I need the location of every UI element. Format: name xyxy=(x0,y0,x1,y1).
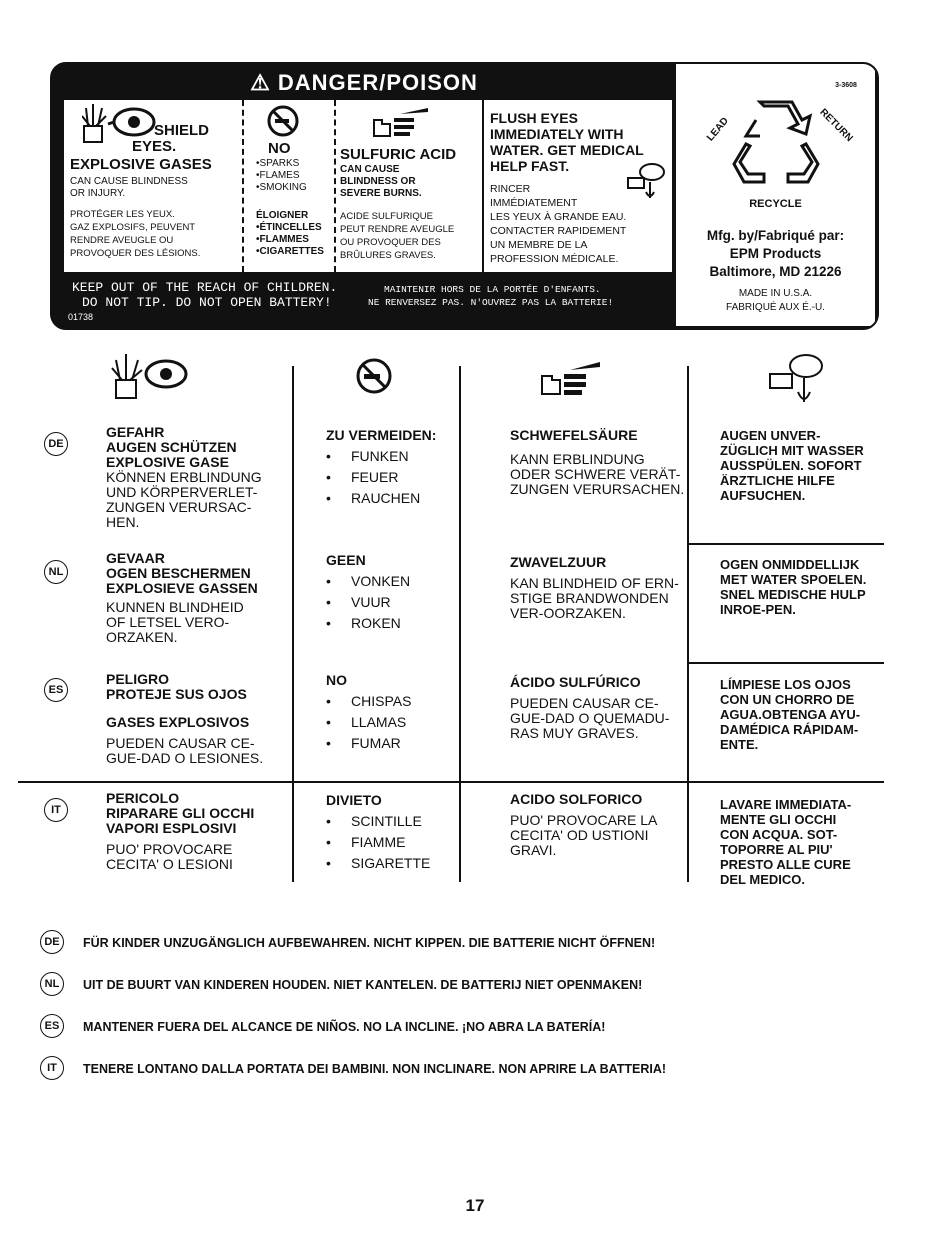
it-avoid-cell xyxy=(326,793,456,871)
lang-badge-it: IT xyxy=(44,798,68,822)
avoid-item: • FIAMME xyxy=(326,835,456,850)
cell-line: OF LETSEL VERO- xyxy=(106,614,230,630)
it-acid-cell xyxy=(510,792,686,858)
col1-line: CAN CAUSE BLINDNESS xyxy=(70,176,188,187)
footer-en-line: DO NOT TIP. DO NOT OPEN BATTERY! xyxy=(82,295,332,310)
label-code: 01738 xyxy=(68,312,94,322)
note-it: TENERE LONTANO DALLA PORTATA DEI BAMBINI. NON INCLINARE. NON APRIRE LA BATTERIA! xyxy=(83,1062,667,1076)
acid-hand-icon xyxy=(370,106,430,140)
cell-line: KANN ERBLINDUNG xyxy=(510,451,645,467)
col4-fr-line: IMMÉDIATEMENT xyxy=(490,197,578,209)
cell-line: AUFSUCHEN. xyxy=(720,488,806,503)
lead-text: LEAD xyxy=(705,115,731,144)
label-main-panel xyxy=(52,64,676,326)
avoid-item: • VONKEN xyxy=(326,574,456,589)
de-avoid-cell xyxy=(326,428,456,506)
cell-head: ACIDO SOLFORICO xyxy=(510,791,643,807)
cell-line: GEVAAR xyxy=(106,550,165,566)
cell-line: PUEDEN CAUSAR CE- xyxy=(510,695,659,711)
no-smoking-icon xyxy=(266,104,300,138)
fabrique-text: FABRIQUÉ AUX É.-U. xyxy=(726,302,825,313)
col4-fr-lines xyxy=(490,182,626,266)
cell-line: MET WATER SPOELEN. xyxy=(720,572,867,587)
row-divider xyxy=(688,543,884,545)
column-divider xyxy=(459,366,461,882)
page-number: 17 xyxy=(465,1196,485,1215)
label-title: ⚠ DANGER/POISON xyxy=(250,70,478,95)
warning-label xyxy=(50,62,879,330)
cell-head: ZU VERMEIDEN: xyxy=(326,427,437,443)
col4-fr-line: CONTACTER RAPIDEMENT xyxy=(490,225,627,237)
flush-eyes-text xyxy=(490,110,644,174)
avoid-item: • SCINTILLE xyxy=(326,814,456,829)
es-flush-cell xyxy=(720,677,886,752)
es-danger-cell xyxy=(106,672,286,766)
cell-line: GEFAHR xyxy=(106,424,165,440)
note-nl: UIT DE BUURT VAN KINDEREN HOUDEN. NIET KANTELEN. DE BATTERIJ NIET OPENMAKEN! xyxy=(83,978,643,992)
row-divider xyxy=(688,662,884,664)
flush-line: WATER. GET MEDICAL xyxy=(490,142,644,158)
cell-line: KUNNEN BLINDHEID xyxy=(106,599,244,615)
cell-line: GUE-DAD O QUEMADU- xyxy=(510,710,670,726)
cell-line: RAS MUY GRAVES. xyxy=(510,725,639,741)
cell-line: PUO' PROVOCARE xyxy=(106,841,233,857)
cell-line: GASES EXPLOSIVOS xyxy=(106,714,250,730)
lang-badge-de: DE xyxy=(44,432,68,456)
cell-line: ENTE. xyxy=(720,737,759,752)
recycle-text: RECYCLE xyxy=(749,198,802,210)
cell-line: OGEN ONMIDDELLIJK xyxy=(720,557,860,572)
acid-hand-icon xyxy=(538,360,602,400)
col3-fr-lines xyxy=(340,210,454,262)
cell-line: VER-OORZAKEN. xyxy=(510,605,626,621)
note-lang-badge: DE xyxy=(40,930,64,954)
no-text: NO xyxy=(268,140,291,157)
label-col-acid xyxy=(340,100,476,272)
cell-line: LAVARE IMMEDIATA- xyxy=(720,797,852,812)
col1-fr-line: PROVOQUER DES LÉSIONS. xyxy=(70,248,201,259)
cell-line: KAN BLINDHEID OF ERN- xyxy=(510,575,679,591)
avoid-item: • ROKEN xyxy=(326,616,456,631)
row-divider xyxy=(18,781,884,783)
col2-fr-item: •CIGARETTES xyxy=(256,246,324,257)
cell-line: INROE-PEN. xyxy=(720,602,796,617)
eyewash-icon xyxy=(624,162,668,202)
note-de: FÜR KINDER UNZUGÄNGLICH AUFBEWAHREN. NICHT KIPPEN. DIE BATTERIE NICHT ÖFFNEN! xyxy=(83,936,656,950)
company-text: EPM Products xyxy=(729,246,822,261)
col3-line: SEVERE BURNS. xyxy=(340,188,422,199)
col1-fr-line: GAZ EXPLOSIFS, PEUVENT xyxy=(70,222,196,233)
col3-fr-line: ACIDE SULFURIQUE xyxy=(340,211,433,222)
col2-items xyxy=(256,158,307,194)
eyewash-icon xyxy=(766,352,830,408)
col2-fr xyxy=(256,210,324,258)
no-smoking-icon xyxy=(354,356,394,396)
avoid-item: • RAUCHEN xyxy=(326,491,456,506)
avoid-item: • CHISPAS xyxy=(326,694,456,709)
cell-line: AUSSPÜLEN. SOFORT xyxy=(720,458,862,473)
sulfuric-acid-text: SULFURIC ACID xyxy=(340,146,457,163)
cell-line: VAPORI ESPLOSIVI xyxy=(106,820,237,836)
cell-head: GEEN xyxy=(326,552,366,568)
nl-flush-cell xyxy=(720,557,886,617)
cell-line: MENTE GLI OCCHI xyxy=(720,812,837,827)
goggles-explosion-icon xyxy=(110,352,190,402)
flush-line: HELP FAST. xyxy=(490,158,570,174)
cell-line: SNEL MEDISCHE HULP xyxy=(720,587,866,602)
cell-line: ZÜGLICH MIT WASSER xyxy=(720,443,864,458)
label-divider xyxy=(334,100,336,272)
cell-line: HEN. xyxy=(106,514,140,530)
cell-line: OGEN BESCHERMEN xyxy=(106,565,251,581)
col1-fr-line: RENDRE AVEUGLE OU xyxy=(70,235,174,246)
footer-fr-line: NE RENVERSEZ PAS. N'OUVREZ PAS LA BATTERIE! xyxy=(368,297,614,308)
col1-fr-lines xyxy=(70,208,200,260)
col1-fr-line: PROTÉGER LES YEUX. xyxy=(70,209,175,220)
col2-item: •FLAMES xyxy=(256,170,300,181)
avoid-item: • FUNKEN xyxy=(326,449,456,464)
cell-line: TOPORRE AL PIU' xyxy=(720,842,833,857)
col3-en-lines xyxy=(340,164,422,200)
cell-line: ODER SCHWERE VERÄT- xyxy=(510,466,681,482)
avoid-item: • VUUR xyxy=(326,595,456,610)
col2-fr-item: •FLAMMES xyxy=(256,234,309,245)
it-danger-cell xyxy=(106,791,286,872)
cell-line: DEL MEDICO. xyxy=(720,872,805,887)
col4-fr-line: LES YEUX À GRANDE EAU. xyxy=(490,211,627,223)
nl-acid-cell xyxy=(510,555,686,621)
flush-line: IMMEDIATELY WITH xyxy=(490,126,624,142)
cell-line: GRAVI. xyxy=(510,842,557,858)
de-flush-cell xyxy=(720,428,886,503)
cell-line: ORZAKEN. xyxy=(106,629,178,645)
label-col-no xyxy=(248,100,328,272)
de-acid-cell xyxy=(510,428,686,497)
nl-avoid-cell xyxy=(326,553,456,631)
cell-line: ZUNGEN VERURSAC- xyxy=(106,499,252,515)
eyes-text: EYES. xyxy=(132,138,177,155)
return-text: RETURN xyxy=(817,106,855,145)
mfg-text: Mfg. by/Fabriqué par: xyxy=(706,228,845,243)
col1-en-lines xyxy=(70,176,188,200)
cell-line: PELIGRO xyxy=(106,671,170,687)
lang-badge-es: ES xyxy=(44,678,68,702)
city-text: Baltimore, MD 21226 xyxy=(709,264,842,279)
cell-line: AGUA.OBTENGA AYU- xyxy=(720,707,861,722)
note-lang-badge: IT xyxy=(40,1056,64,1080)
it-flush-cell xyxy=(720,797,886,887)
col3-fr-line: OU PROVOQUER DES xyxy=(340,237,441,248)
cell-line: CON UN CHORRO DE xyxy=(720,692,855,707)
column-divider xyxy=(687,366,689,882)
part-number: 3-3608 xyxy=(835,82,857,89)
col3-line: CAN CAUSE xyxy=(340,164,400,175)
explosive-gases-text: EXPLOSIVE GASES xyxy=(70,156,212,173)
col2-fr-head: ÉLOIGNER xyxy=(256,210,309,221)
cell-line: DAMÉDICA RÁPIDAM- xyxy=(720,722,859,737)
avoid-item: • FUMAR xyxy=(326,736,456,751)
col4-fr-line: UN MEMBRE DE LA xyxy=(490,239,588,251)
made-in-text: MADE IN U.S.A. xyxy=(738,288,813,299)
cell-line: LÍMPIESE LOS OJOS xyxy=(720,677,851,692)
footer-fr-line: MAINTENIR HORS DE LA PORTÉE D'ENFANTS. xyxy=(384,284,601,295)
avoid-item: • SIGARETTE xyxy=(326,856,456,871)
cell-line: RIPARARE GLI OCCHI xyxy=(106,805,255,821)
lang-badge-nl: NL xyxy=(44,560,68,584)
col4-fr-line: PROFESSION MÉDICALE. xyxy=(490,253,619,265)
col2-fr-item: •ÉTINCELLES xyxy=(256,222,322,233)
cell-head: DIVIETO xyxy=(326,792,382,808)
avoid-item: • LLAMAS xyxy=(326,715,456,730)
col3-fr-line: BRÛLURES GRAVES. xyxy=(340,250,436,261)
cell-line: PUEDEN CAUSAR CE- xyxy=(106,735,255,751)
cell-line: UND KÖRPERVERLET- xyxy=(106,484,258,500)
cell-head: NO xyxy=(326,672,347,688)
label-footer-en xyxy=(72,280,337,310)
cell-line: PROTEJE SUS OJOS xyxy=(106,686,247,702)
col2-item: •SMOKING xyxy=(256,182,307,193)
shield-text: SHIELD xyxy=(154,122,210,139)
cell-line: CECITA' O LESIONI xyxy=(106,856,233,872)
cell-line: EXPLOSIEVE GASSEN xyxy=(106,580,258,596)
recycle-icon xyxy=(726,100,826,190)
cell-line: EXPLOSIVE GASE xyxy=(106,454,229,470)
column-divider xyxy=(292,366,294,882)
footer-en-line: KEEP OUT OF THE REACH OF CHILDREN. xyxy=(72,280,338,295)
cell-line: ZUNGEN VERURSACHEN. xyxy=(510,481,685,497)
cell-line: PRESTO ALLE CURE xyxy=(720,857,851,872)
cell-head: ZWAVELZUUR xyxy=(510,554,607,570)
note-lang-badge: NL xyxy=(40,972,64,996)
label-col-flush xyxy=(482,100,674,272)
cell-line: AUGEN SCHÜTZEN xyxy=(106,439,237,455)
cell-head: SCHWEFELSÄURE xyxy=(510,427,638,443)
cell-line: PERICOLO xyxy=(106,790,180,806)
es-acid-cell xyxy=(510,675,686,741)
label-col-shield xyxy=(70,100,238,272)
cell-line: AUGEN UNVER- xyxy=(720,428,821,443)
note-es: MANTENER FUERA DEL ALCANCE DE NIÑOS. NO LA INCLINE. ¡NO ABRA LA BATERÍA! xyxy=(83,1020,606,1034)
cell-line: STIGE BRANDWONDEN xyxy=(510,590,669,606)
cell-line: CECITA' OD USTIONI xyxy=(510,827,649,843)
col2-item: •SPARKS xyxy=(256,158,300,169)
cell-line: GUE-DAD O LESIONES. xyxy=(106,750,264,766)
flush-line: FLUSH EYES xyxy=(490,110,578,126)
cell-line: ÄRZTLICHE HILFE xyxy=(720,473,835,488)
label-divider xyxy=(242,100,244,272)
col4-fr-line: RINCER xyxy=(490,183,531,195)
label-pictogram-panel xyxy=(64,100,672,272)
cell-line: KÖNNEN ERBLINDUNG xyxy=(106,469,262,485)
de-danger-cell xyxy=(106,425,286,530)
note-lang-badge: ES xyxy=(40,1014,64,1038)
label-recycle-panel xyxy=(676,64,875,326)
col3-fr-line: PEUT RENDRE AVEUGLE xyxy=(340,224,455,235)
es-avoid-cell xyxy=(326,673,456,751)
col3-line: BLINDNESS OR xyxy=(340,176,416,187)
cell-line: PUO' PROVOCARE LA xyxy=(510,812,658,828)
nl-danger-cell xyxy=(106,551,286,645)
label-footer-fr xyxy=(368,283,613,309)
cell-line: CON ACQUA. SOT- xyxy=(720,827,838,842)
col1-line: OR INJURY. xyxy=(70,188,126,199)
avoid-item: • FEUER xyxy=(326,470,456,485)
cell-head: ÁCIDO SULFÚRICO xyxy=(510,674,641,690)
